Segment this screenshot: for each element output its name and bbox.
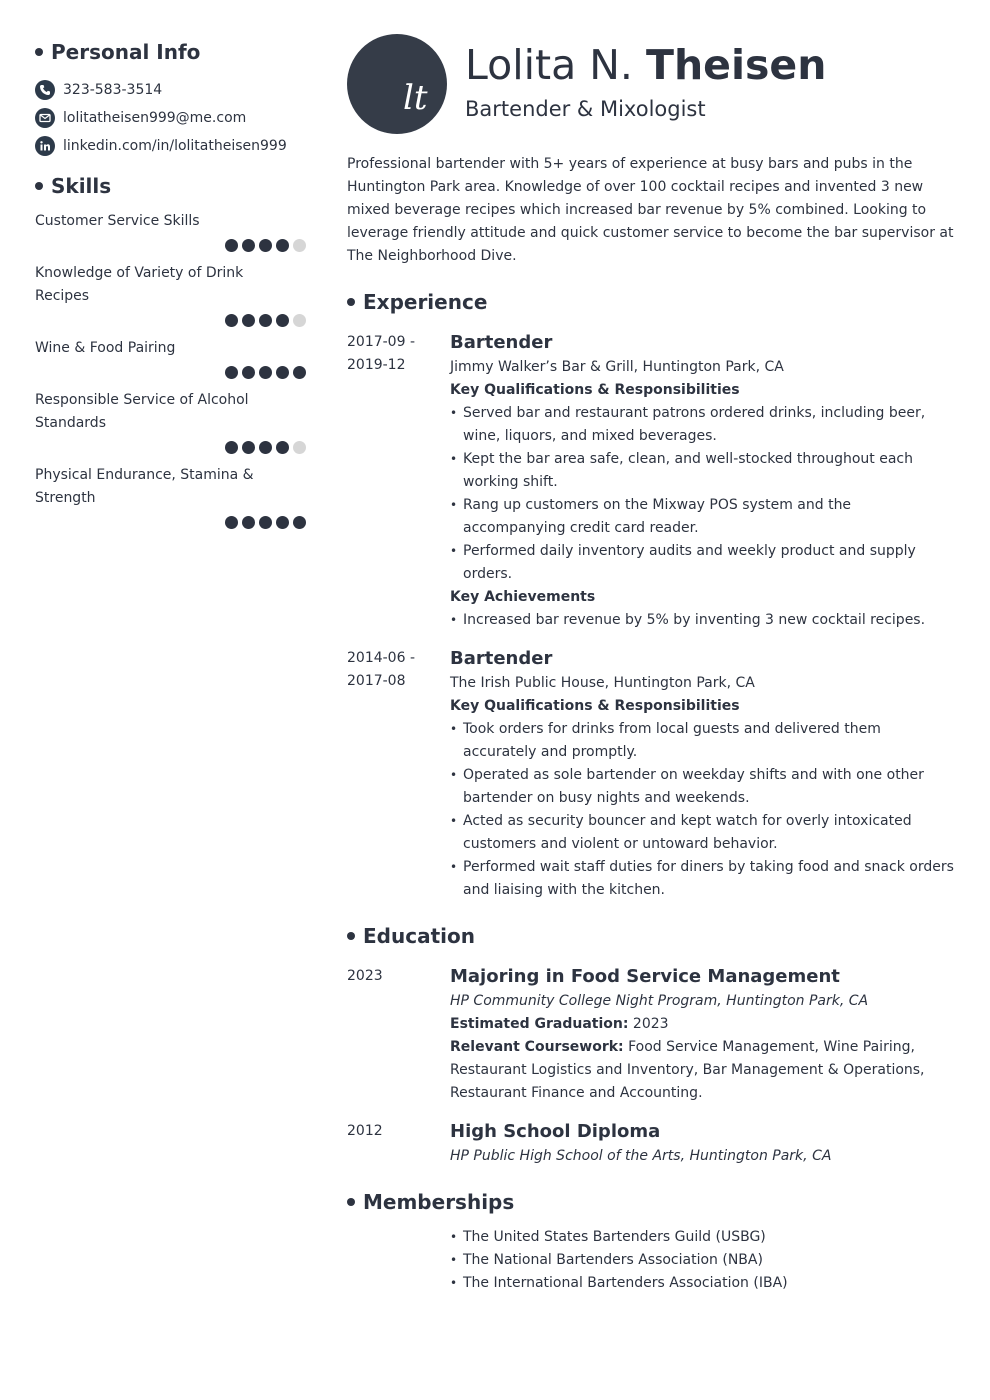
job-date-end: 2019-12 [347,357,406,373]
responsibilities-list [450,718,957,902]
job-date-start: 2017-09 - [347,334,415,350]
skill-dot-empty [293,239,306,252]
list-item: • Performed daily inventory audits and weekly product and supply orders. [450,540,957,586]
skill-dot-filled [259,516,272,529]
skill-dot-filled [225,516,238,529]
memberships-section [347,1188,957,1295]
education-entry [347,964,957,1105]
skill-dot-empty [293,314,306,327]
skill-dot-filled [242,441,255,454]
resume-header [347,34,957,144]
membership-item: • The International Bartenders Association (IBA) [450,1272,957,1295]
skill-item [35,262,307,327]
skill-dot-filled [242,239,255,252]
graduation-value: 2023 [632,1016,669,1032]
skill-name: Physical Endurance, Stamina & Strength [35,467,254,506]
skill-dot-filled [225,239,238,252]
skill-dot-filled [259,366,272,379]
memberships-list [450,1226,957,1295]
skill-level [35,239,306,252]
full-name [465,34,826,96]
job-title: Bartender [450,332,553,353]
responsibilities-list [450,402,957,586]
job-date [347,330,450,632]
job-title: Bartender & Mixologist [465,97,706,121]
skill-dot-filled [225,441,238,454]
job-date-start: 2014-06 - [347,650,415,666]
qualifications-heading: Key Qualifications & Responsibilities [450,382,740,398]
school-name: HP Public High School of the Arts, Huntington Park, CA [450,1148,832,1164]
skill-dot-filled [276,239,289,252]
school-name: HP Community College Night Program, Huntington Park, CA [450,993,869,1009]
membership-item: • The United States Bartenders Guild (USBG) [450,1226,957,1249]
skill-dot-filled [293,516,306,529]
skill-dot-filled [259,441,272,454]
skill-item [35,210,307,252]
phone-icon [35,80,55,100]
education-body [450,964,957,1105]
skill-name: Customer Service Skills [35,213,200,229]
job-body [450,646,957,902]
achievements-heading: Key Achievements [450,589,596,605]
memberships-title: Memberships [363,1190,515,1214]
memberships-heading [347,1188,957,1216]
experience-title: Experience [363,290,488,314]
skills-list [35,210,307,529]
education-entry [347,1119,957,1168]
skills-heading [35,172,307,200]
linkedin-icon [35,136,55,156]
skill-dot-filled [276,516,289,529]
skill-dot-filled [242,314,255,327]
degree-title: High School Diploma [450,1121,661,1142]
avatar-initials: lt [403,78,428,118]
job-company: The Irish Public House, Huntington Park, CA [450,675,755,691]
skill-dot-empty [293,441,306,454]
list-item: • Kept the bar area safe, clean, and well-stocked throughout each working shift. [450,448,957,494]
skill-dot-filled [242,516,255,529]
job-title: Bartender [450,648,553,669]
education-list [347,964,957,1168]
skill-level [35,366,306,379]
summary-text: Professional bartender with 5+ years of experience at busy bars and pubs in the Huntington Park area. Knowledge of over 100 cocktail recipes and invented 3 new mixed beverage recipes which increased bar revenue by 5% combined. Looking to leverage friendly attitude and quick customer service to become the bar supervisor at The Neighborhood Dive. [347,156,954,264]
name-block [465,34,826,122]
coursework-value: Food Service Management, Wine Pairing, Restaurant Logistics and Inventory, Bar Management & Operations, Restaurant Finance and Accounting. [450,1039,925,1101]
first-name: Lolita N. [465,41,633,89]
skill-item [35,389,307,454]
education-heading [347,922,957,950]
skill-dot-filled [293,366,306,379]
experience-entry [347,646,957,902]
achievements-list [450,609,957,632]
list-item: • Performed wait staff duties for diners by taking food and snack orders and liaising with the kitchen. [450,856,957,902]
list-item: • Operated as sole bartender on weekday shifts and with one other bartender on busy nights and weekends. [450,764,957,810]
degree-title: Majoring in Food Service Management [450,966,840,987]
experience-list [347,330,957,902]
contact-email [35,104,307,132]
list-item: • Served bar and restaurant patrons ordered drinks, including beer, wine, liquors, and mixed beverages. [450,402,957,448]
experience-heading [347,288,957,316]
skills-title: Skills [51,174,112,198]
skill-item [35,337,307,379]
bullet-dot [35,182,43,190]
list-item: • Rang up customers on the Mixway POS system and the accompanying credit card reader. [450,494,957,540]
personal-info-heading [35,38,307,66]
last-name: Theisen [645,41,827,89]
linkedin-link[interactable]: linkedin.com/in/lolitatheisen999 [63,138,287,154]
left-column [35,38,307,529]
education-title: Education [363,924,475,948]
education-body [450,1119,957,1168]
bullet-dot [347,298,355,306]
skill-name: Wine & Food Pairing [35,340,176,356]
job-date-end: 2017-08 [347,673,406,689]
skill-name: Knowledge of Variety of Drink Recipes [35,265,244,304]
skill-dot-filled [276,441,289,454]
skill-dot-filled [276,314,289,327]
membership-item: • The National Bartenders Association (NBA) [450,1249,957,1272]
education-date: 2012 [347,1123,383,1139]
list-item: • Took orders for drinks from local guests and delivered them accurately and promptly. [450,718,957,764]
avatar [347,34,447,134]
skill-dot-filled [225,366,238,379]
list-item: • Increased bar revenue by 5% by inventing 3 new cocktail recipes. [450,609,957,632]
email-icon [35,108,55,128]
skill-dot-filled [259,314,272,327]
graduation-label: Estimated Graduation: [450,1016,629,1032]
bullet-dot [35,48,43,56]
skill-name: Responsible Service of Alcohol Standards [35,392,249,431]
phone-text: 323-583-3514 [63,82,163,98]
right-column [347,34,957,1295]
bullet-dot [347,1198,355,1206]
education-section [347,922,957,1168]
contact-list [35,76,307,160]
experience-section [347,288,957,902]
job-body [450,330,957,632]
graduation-line [450,1013,957,1036]
personal-info-title: Personal Info [51,40,201,64]
skill-level [35,441,306,454]
bullet-dot [347,932,355,940]
skill-dot-filled [225,314,238,327]
skill-level [35,314,306,327]
qualifications-heading: Key Qualifications & Responsibilities [450,698,740,714]
job-company: Jimmy Walker’s Bar & Grill, Huntington Park, CA [450,359,784,375]
skill-item [35,464,307,529]
job-date [347,646,450,902]
education-date: 2023 [347,968,383,984]
coursework-line [450,1036,957,1105]
skill-dot-filled [242,366,255,379]
skill-level [35,516,306,529]
coursework-label: Relevant Coursework: [450,1039,624,1055]
contact-phone [35,76,307,104]
experience-entry [347,330,957,632]
email-link[interactable]: lolitatheisen999@me.com [63,110,247,126]
list-item: • Acted as security bouncer and kept watch for overly intoxicated customers and violent or untoward behavior. [450,810,957,856]
contact-linkedin [35,132,307,160]
skill-dot-filled [276,366,289,379]
skill-dot-filled [259,239,272,252]
